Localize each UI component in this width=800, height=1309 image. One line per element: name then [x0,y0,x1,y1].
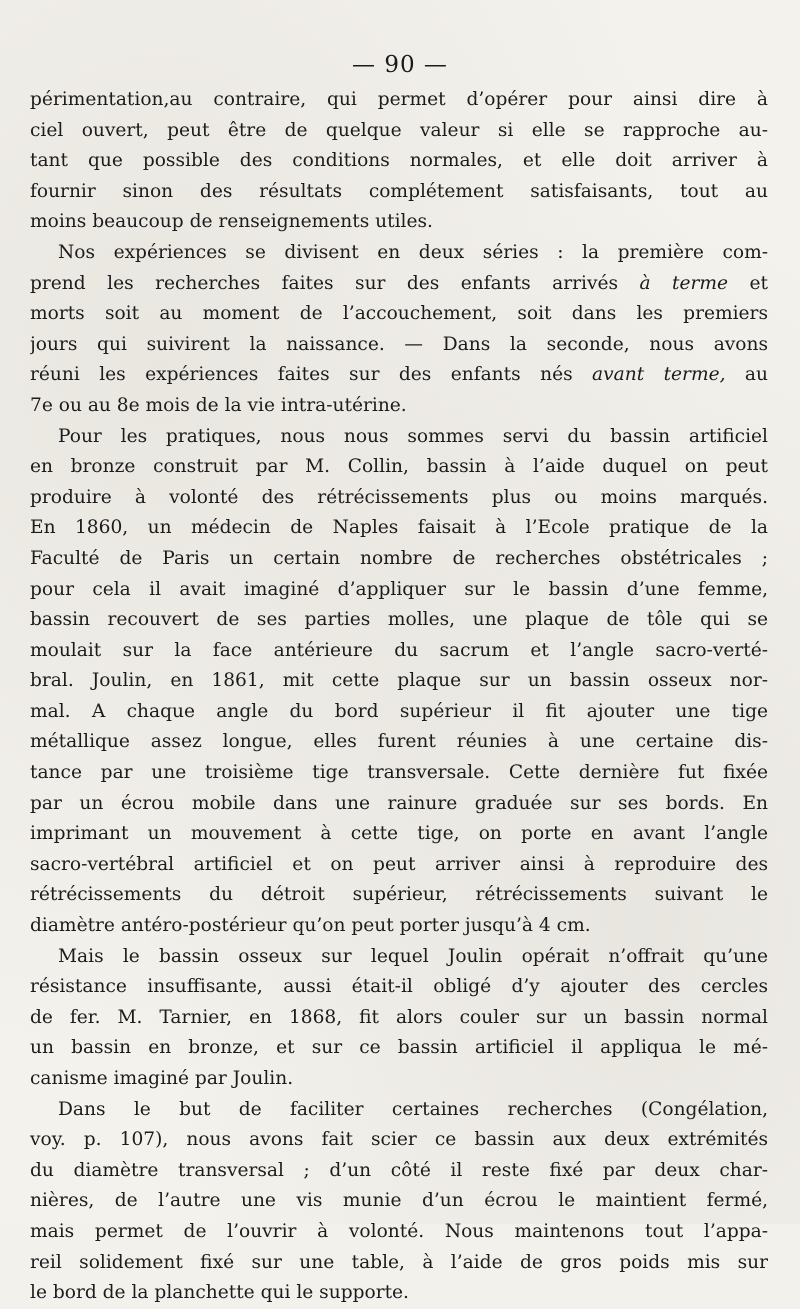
text-line: Dans le but de faciliter certaines recherches (Congélation, [58,1098,768,1120]
text-line: imprimant un mouvement à cette tige, on porte en avant l’angle [30,823,768,845]
body-text [30,85,768,1309]
text-line: moins beaucoup de renseignements utiles. [30,211,433,233]
text-line: un bassin en bronze, et sur ce bassin artificiel il appliqua le mé- [30,1037,768,1059]
text-line: canisme imaginé par Joulin. [30,1068,294,1089]
text-line: bassin recouvert de ses parties molles, une plaque de tôle qui se [30,609,768,631]
italic-phrase: à terme [639,272,729,294]
text-line: Mais le bassin osseux sur lequel Joulin opérait n’offrait qu’une [58,945,768,967]
text-line: pour cela il avait imaginé d’appliquer sur le bassin d’une femme, [30,578,768,600]
text-line: moulait sur la face antérieure du sacrum et l’angle sacro-verté- [30,639,768,661]
text-line: sacro-vertébral artificiel et on peut arriver ainsi à reproduire des [30,853,768,875]
text-line: 7e ou au 8e mois de la vie intra-utérine. [30,394,407,416]
text-line: tant que possible des conditions normales, et elle doit arriver à [30,150,768,172]
text-line: le bord de la planchette qui le supporte. [30,1282,409,1304]
text-line: résistance insuffisante, aussi était-il obligé d’y ajouter des cercles [30,976,768,998]
text-span: réuni les expériences faites sur des enfants nés [30,364,573,386]
text-line: fournir sinon des résultats complétement satisfaisants, tout au [30,180,768,202]
text-line: bral. Joulin, en 1861, mit cette plaque sur un bassin osseux nor- [30,670,768,692]
text-line: morts soit au moment de l’accouchement, soit dans les premiers [30,303,768,325]
text-line: de fer. M. Tarnier, en 1868, fit alors couler sur un bassin normal [30,1006,768,1028]
text-line: nières, de l’autre une vis munie d’un écrou le maintient fermé, [30,1190,768,1212]
text-line: par un écrou mobile dans une rainure graduée sur ses bords. En [30,792,768,814]
text-line: rétrécissements du détroit supérieur, rétrécissements suivant le [30,884,768,906]
text-line: ciel ouvert, peut être de quelque valeur si elle se rapproche au- [30,119,768,141]
text-line: périmentation,au contraire, qui permet d’opérer pour ainsi dire à [30,89,768,110]
text-line: du diamètre transversal ; d’un côté il reste fixé par deux char- [30,1159,768,1181]
text-line-with-italic [30,269,768,300]
text-line: jours qui suivirent la naissance. — Dans la seconde, nous avons [30,333,768,355]
text-line: Nos expériences se divisent en deux séries : la première com- [58,241,768,263]
text-line: En 1860, un médecin de Naples faisait à l’Ecole pratique de la [30,517,768,539]
text-line: mal. A chaque angle du bord supérieur il fit ajouter une tige [30,700,768,722]
text-line: métallique assez longue, elles furent réunies à une certaine dis- [30,731,768,753]
italic-phrase: avant terme, [592,364,726,386]
text-span: au [744,364,768,386]
text-line: Pour les pratiques, nous nous sommes servi du bassin artificiel [58,425,768,447]
text-line: Faculté de Paris un certain nombre de recherches obstétricales ; [30,547,768,569]
text-line-with-italic [30,360,768,391]
text-line: voy. p. 107), nous avons fait scier ce bassin aux deux extrémités [30,1129,768,1151]
text-line: tance par une troisième tige transversale. Cette dernière fut fixée [30,762,768,784]
text-line: diamètre antéro-postérieur qu’on peut porter jusqu’à 4 cm. [30,915,591,937]
text-span: prend les recherches faites sur des enfants arrivés [30,272,619,294]
text-span: et [749,272,768,294]
text-line: produire à volonté des rétrécissements plus ou moins marqués. [30,486,768,508]
page-number: — 90 — [352,52,448,78]
text-line: en bronze construit par M. Collin, bassin à l’aide duquel on peut [30,456,768,478]
text-line: reil solidement fixé sur une table, à l’aide de gros poids mis sur [30,1251,768,1273]
text-line: mais permet de l’ouvrir à volonté. Nous maintenons tout l’appa- [30,1220,768,1242]
